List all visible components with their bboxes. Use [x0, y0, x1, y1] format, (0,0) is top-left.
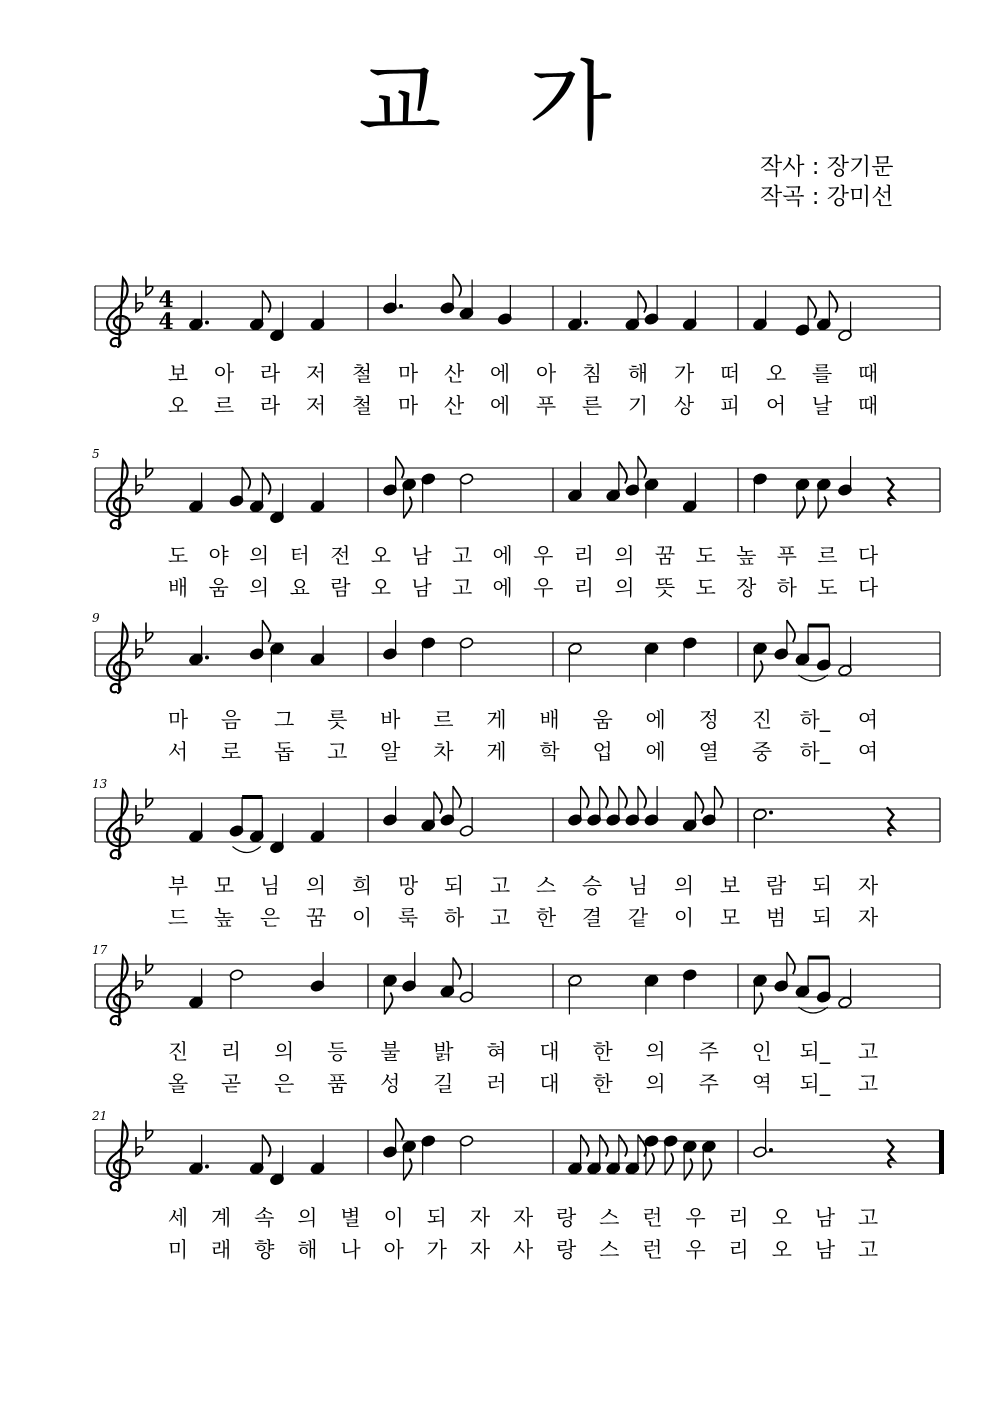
lyric-syllable: 미 [167, 1238, 189, 1262]
eighth-flag [619, 786, 627, 808]
lyric-syllable: 다 [857, 576, 879, 600]
lyric-syllable: 승 [581, 874, 603, 898]
eighth-flag [453, 786, 461, 808]
lyric-syllable: 르 [213, 394, 235, 418]
lyric-syllable: 되 [811, 874, 833, 898]
lyric-syllable: 차 [433, 740, 454, 764]
eighth-flag [262, 620, 270, 642]
staff-system [92, 447, 940, 600]
final-barline [939, 1130, 944, 1174]
eighth-flag [384, 993, 392, 1015]
lyric-syllable: 때 [857, 394, 879, 418]
eighth-flag [754, 993, 762, 1015]
eighth-flag [665, 1153, 673, 1175]
eighth-flag [581, 1135, 589, 1157]
lyric-syllable: 오 [771, 1238, 792, 1262]
lyric-syllable: 래 [210, 1238, 232, 1262]
augmentation-dot [584, 321, 588, 325]
lyric-syllable: 해 [627, 362, 649, 386]
lyric-syllable: 마 [167, 708, 189, 732]
lyric-syllable: 나 [340, 1238, 361, 1262]
eighth-flag [787, 620, 795, 642]
measure-number: 17 [92, 943, 108, 957]
lyric-syllable: 높 [736, 544, 757, 568]
lyric-syllable: 한 [535, 906, 557, 930]
lyric-syllable: 여 [857, 740, 879, 764]
lyric-syllable: 고 [857, 1040, 879, 1064]
lyric-syllable: 야 [208, 544, 229, 568]
lyric-syllable: 스 [535, 874, 557, 898]
lyric-syllable: 고 [857, 1206, 879, 1230]
lyric-syllable: 리 [728, 1206, 749, 1230]
treble-clef-icon [107, 956, 130, 1025]
lyric-syllable: 릇 [327, 708, 348, 732]
lyric-syllable: 높 [213, 906, 235, 930]
lyric-syllable: 마 [397, 394, 419, 418]
lyric-syllable: 모 [213, 874, 235, 898]
lyric-syllable: 바 [380, 708, 401, 732]
lyric-syllable: 오 [370, 576, 392, 600]
lyric-syllable: 보 [719, 874, 741, 898]
lyric-syllable: 되 [426, 1206, 447, 1230]
measure-number: 9 [92, 611, 100, 625]
eighth-flag [754, 661, 762, 683]
eighth-flag [695, 792, 703, 814]
lyric-syllable: 대 [539, 1040, 560, 1064]
flat-sign-icon [136, 475, 143, 494]
lyric-syllable: 속 [254, 1206, 275, 1230]
lyric-syllable: 피 [719, 394, 741, 418]
lyric-syllable: 남 [411, 544, 432, 568]
lyric-syllable: 움 [592, 708, 613, 732]
lyric-syllable: 아 [213, 362, 235, 386]
staff-system [92, 611, 940, 765]
flat-sign-icon [136, 639, 143, 658]
lyric-syllable: 어 [765, 394, 787, 418]
lyric-syllable: 계 [210, 1206, 232, 1230]
lyric-syllable: 저 [305, 394, 327, 418]
lyric-syllable: 의 [614, 576, 635, 600]
augmentation-dot [769, 1148, 773, 1152]
lyric-syllable: 배 [539, 708, 560, 732]
eighth-flag [600, 786, 608, 808]
lyric-syllable: 이 [351, 906, 373, 930]
lyric-syllable: 의 [645, 1072, 666, 1096]
lyric-syllable: 리 [573, 576, 595, 600]
eighth-flag [818, 497, 826, 519]
lyric-syllable: 런 [642, 1206, 663, 1230]
lyric-syllable: 망 [397, 874, 419, 898]
lyric-syllable: 은 [259, 906, 281, 930]
staff-system [95, 274, 940, 418]
lyric-syllable: 터 [289, 544, 310, 568]
augmentation-dot [399, 304, 403, 308]
lyric-syllable: 세 [167, 1206, 189, 1230]
lyric-syllable: 성 [380, 1072, 401, 1096]
lyric-syllable: 에 [489, 362, 511, 386]
lyric-syllable: 진 [167, 1040, 189, 1064]
lyric-syllable: 길 [433, 1072, 454, 1096]
slur [233, 847, 261, 853]
lyric-syllable: 람 [765, 874, 787, 898]
eighth-flag [396, 456, 404, 478]
lyric-syllable: 여 [857, 708, 879, 732]
lyric-syllable: 기 [627, 394, 649, 418]
time-signature-bottom: 4 [158, 309, 174, 335]
lyric-syllable: 하 [776, 576, 797, 600]
lyric-syllable: 산 [443, 362, 465, 386]
eighth-flag [434, 792, 442, 814]
lyric-syllable: 님 [259, 874, 281, 898]
lyric-syllable: 인 [751, 1040, 772, 1064]
lyric-syllable: 의 [274, 1040, 295, 1064]
eighth-flag [262, 1135, 270, 1157]
lyric-syllable: 학 [539, 740, 560, 764]
lyric-syllable: 곧 [220, 1072, 242, 1096]
lyric-syllable: 주 [698, 1072, 719, 1096]
lyric-syllable: 고 [327, 740, 348, 764]
lyric-syllable: 전 [330, 544, 351, 568]
staff-system [92, 943, 940, 1097]
lyric-syllable: 사 [512, 1238, 534, 1262]
lyric-syllable: 고 [489, 906, 511, 930]
lyric-syllable: 도 [695, 544, 716, 568]
lyric-syllable: 결 [581, 906, 603, 930]
lyric-syllable: 해 [297, 1238, 318, 1262]
lyric-syllable: 같 [627, 906, 649, 930]
lyric-syllable: 꿈 [654, 544, 676, 568]
lyric-syllable: 의 [614, 544, 635, 568]
lyric-syllable: 리 [573, 544, 595, 568]
lyric-syllable: 하_ [799, 740, 831, 764]
eighth-flag [638, 786, 646, 808]
eighth-flag [638, 291, 646, 313]
eighth-flag [797, 497, 805, 519]
lyric-syllable: 등 [327, 1040, 348, 1064]
lyric-syllable: 남 [411, 576, 432, 600]
eighth-flag [262, 473, 270, 495]
lyric-syllable: 자 [857, 906, 879, 930]
eighth-flag [638, 1135, 646, 1157]
lyric-syllable: 로 [220, 740, 242, 764]
lyric-syllable: 자 [512, 1206, 534, 1230]
lyric-syllable: 리 [220, 1040, 242, 1064]
lyric-syllable: 의 [673, 874, 695, 898]
lyric-syllable: 오 [370, 544, 392, 568]
lyric-syllable: 룩 [397, 906, 419, 930]
augmentation-dot [205, 321, 209, 325]
lyric-syllable: 게 [486, 740, 507, 764]
lyric-syllable: 서 [167, 740, 189, 764]
lyric-syllable: 스 [599, 1206, 620, 1230]
eighth-flag [829, 291, 837, 313]
lyric-syllable: 향 [254, 1238, 275, 1262]
eighth-flag [453, 274, 461, 296]
lyric-syllable: 대 [539, 1072, 560, 1096]
lyric-syllable: 람 [330, 576, 351, 600]
lyric-syllable: 르 [817, 544, 838, 568]
lyric-syllable: 배 [167, 576, 189, 600]
lyric-syllable: 돕 [274, 740, 295, 764]
treble-clef-icon [107, 278, 130, 347]
lyric-syllable: 님 [627, 874, 649, 898]
lyric-syllable: 러 [486, 1072, 507, 1096]
lyric-syllable: 마 [397, 362, 419, 386]
flat-sign-icon [136, 1137, 143, 1156]
lyric-syllable: 떠 [719, 362, 741, 386]
lyric-syllable: 중 [751, 740, 772, 764]
lyric-syllable: 하_ [799, 708, 831, 732]
treble-clef-icon [107, 624, 130, 693]
lyric-syllable: 라 [259, 394, 281, 418]
eighth-flag [396, 1118, 404, 1140]
lyric-syllable: 부 [167, 874, 189, 898]
eighth-flag [646, 1153, 654, 1175]
lyric-syllable: 른 [581, 394, 603, 418]
lyric-syllable: 움 [208, 576, 229, 600]
eighth-flag [242, 467, 250, 489]
lyric-syllable: 오 [167, 394, 189, 418]
lyric-syllable: 진 [751, 708, 772, 732]
lyric-syllable: 하 [443, 906, 465, 930]
lyric-syllable: 침 [581, 362, 603, 386]
lyric-syllable: 랑 [555, 1206, 577, 1230]
lyric-syllable: 별 [340, 1206, 361, 1230]
lyric-syllable: 올 [167, 1072, 189, 1096]
eighth-flag [787, 952, 795, 974]
lyric-syllable: 장 [736, 576, 757, 600]
lyric-syllable: 한 [592, 1072, 613, 1096]
treble-clef-icon [107, 460, 130, 529]
lyric-syllable: 고 [857, 1072, 879, 1096]
lyric-syllable: 되_ [799, 1040, 831, 1064]
lyric-syllable: 의 [249, 544, 270, 568]
lyric-syllable: 은 [274, 1072, 295, 1096]
lyric-syllable: 음 [220, 708, 242, 732]
lyric-syllable: 상 [673, 394, 695, 418]
lyric-syllable: 때 [857, 362, 879, 386]
lyric-syllable: 자 [857, 874, 879, 898]
lyric-syllable: 남 [814, 1206, 836, 1230]
lyric-syllable: 아 [535, 362, 557, 386]
eighth-flag [638, 456, 646, 478]
measure-number: 5 [92, 447, 100, 461]
lyric-syllable: 고 [451, 544, 473, 568]
lyric-syllable: 희 [351, 874, 373, 898]
eighth-flag [600, 1135, 608, 1157]
lyric-syllable: 혀 [486, 1040, 507, 1064]
lyric-syllable: 한 [592, 1040, 613, 1064]
flat-sign-icon [136, 805, 143, 824]
eighth-flag [581, 786, 589, 808]
lyric-syllable: 의 [297, 1206, 318, 1230]
lyric-syllable: 품 [327, 1072, 348, 1096]
lyric-syllable: 고 [451, 576, 473, 600]
staff-system [92, 777, 940, 930]
lyric-syllable: 주 [698, 1040, 719, 1064]
eighth-flag [453, 958, 461, 980]
lyric-syllable: 뜻 [654, 576, 676, 600]
lyric-syllable: 스 [599, 1238, 620, 1262]
eighth-flag [714, 786, 722, 808]
lyric-syllable: 우 [533, 576, 554, 600]
lyric-syllable: 도 [817, 576, 838, 600]
lyric-syllable: 에 [492, 576, 513, 600]
lyric-syllable: 의 [645, 1040, 666, 1064]
staff-system [91, 1109, 944, 1262]
lyricist-credit: 작사 : 장기문 [760, 154, 894, 180]
time-signature-top: 4 [158, 287, 174, 313]
lyric-syllable: 보 [167, 362, 189, 386]
lyric-syllable: 의 [305, 874, 327, 898]
lyric-syllable: 라 [259, 362, 281, 386]
augmentation-dot [205, 1165, 209, 1169]
treble-clef-icon [107, 790, 130, 859]
augmentation-dot [769, 811, 773, 815]
flat-sign-icon [136, 293, 143, 312]
lyric-syllable: 를 [811, 362, 833, 386]
composer-credit: 작곡 : 강미선 [760, 184, 894, 210]
lyric-syllable: 에 [489, 394, 511, 418]
measure-number: 13 [92, 777, 108, 791]
lyric-syllable: 열 [698, 740, 719, 764]
lyric-syllable: 에 [645, 708, 666, 732]
lyric-syllable: 가 [426, 1238, 447, 1262]
lyric-syllable: 다 [857, 544, 879, 568]
lyric-syllable: 이 [383, 1206, 404, 1230]
lyric-syllable: 우 [685, 1238, 706, 1262]
lyric-syllable: 아 [383, 1238, 404, 1262]
lyric-syllable: 불 [380, 1040, 401, 1064]
lyric-syllable: 의 [249, 576, 270, 600]
eighth-flag [619, 462, 627, 484]
lyric-syllable: 도 [695, 576, 716, 600]
lyric-syllable: 이 [673, 906, 695, 930]
lyric-syllable: 푸 [776, 544, 797, 568]
lyric-syllable: 에 [645, 740, 666, 764]
measure-number: 21 [92, 1109, 108, 1123]
lyric-syllable: 밝 [433, 1040, 454, 1064]
lyric-syllable: 업 [592, 740, 613, 764]
lyric-syllable: 고 [857, 1238, 879, 1262]
lyric-syllable: 도 [167, 544, 189, 568]
lyric-syllable: 범 [765, 906, 787, 930]
eighth-flag [703, 1159, 711, 1181]
flat-sign-icon [136, 971, 143, 990]
lyric-syllable: 에 [492, 544, 513, 568]
lyric-syllable: 날 [811, 394, 833, 418]
lyric-syllable: 자 [469, 1206, 491, 1230]
lyric-syllable: 랑 [555, 1238, 577, 1262]
lyric-syllable: 철 [351, 362, 373, 386]
lyric-syllable: 되 [811, 906, 833, 930]
lyric-syllable: 모 [719, 906, 741, 930]
lyric-syllable: 철 [351, 394, 373, 418]
lyric-syllable: 역 [751, 1072, 772, 1096]
lyric-syllable: 요 [289, 576, 310, 600]
lyric-syllable: 되 [443, 874, 465, 898]
lyric-syllable: 우 [533, 544, 554, 568]
lyric-syllable: 고 [489, 874, 511, 898]
eighth-flag [619, 1135, 627, 1157]
lyric-syllable: 남 [814, 1238, 836, 1262]
lyric-syllable: 꿈 [305, 906, 327, 930]
treble-clef-icon [107, 1122, 130, 1191]
lyric-syllable: 가 [673, 362, 695, 386]
lyric-syllable: 저 [305, 362, 327, 386]
lyric-syllable: 그 [274, 708, 295, 732]
lyric-syllable: 르 [433, 708, 454, 732]
eighth-flag [404, 1159, 412, 1181]
lyric-syllable: 정 [698, 708, 719, 732]
lyric-syllable: 런 [642, 1238, 663, 1262]
song-title: 교 가 [358, 52, 642, 152]
eighth-flag [404, 497, 412, 519]
lyric-syllable: 리 [728, 1238, 749, 1262]
lyric-syllable: 우 [685, 1206, 706, 1230]
augmentation-dot [205, 656, 209, 660]
lyric-syllable: 푸 [535, 394, 557, 418]
eighth-flag [262, 291, 270, 313]
lyric-syllable: 알 [380, 740, 401, 764]
lyric-syllable: 오 [765, 362, 787, 386]
lyric-syllable: 되_ [799, 1072, 831, 1096]
lyric-syllable: 산 [443, 394, 465, 418]
lyric-syllable: 오 [771, 1206, 792, 1230]
lyric-syllable: 게 [486, 708, 507, 732]
lyric-syllable: 드 [167, 906, 189, 930]
lyric-syllable: 자 [469, 1238, 491, 1262]
eighth-flag [684, 1159, 692, 1181]
eighth-flag [808, 296, 816, 318]
